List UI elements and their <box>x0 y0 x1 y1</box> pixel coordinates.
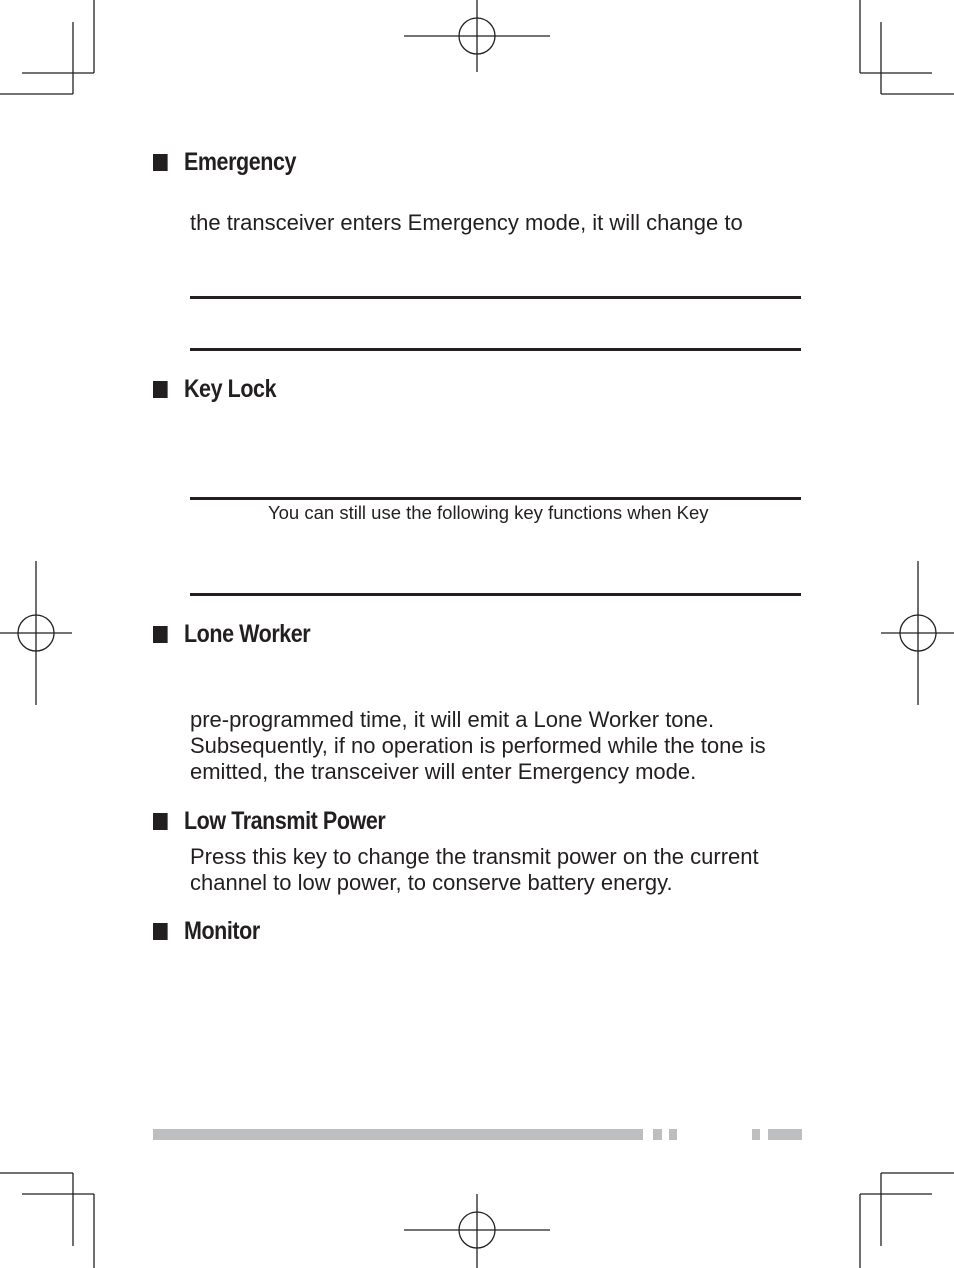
heading-emergency-label: Emergency <box>183 148 297 176</box>
text-line: channel to low power, to conserve battery energy. <box>190 870 673 895</box>
text-line: Press this key to change the transmit power on the current <box>190 844 759 869</box>
text-line: Subsequently, if no operation is performed while the tone is <box>190 733 766 758</box>
heading-lone-worker <box>153 620 310 649</box>
note-rule-bottom <box>190 593 801 596</box>
heading-key-lock <box>153 375 276 404</box>
key-lock-note: You can still use the following key functions when Key <box>268 502 709 523</box>
footer-bar-block <box>752 1129 760 1140</box>
text-line: pre-programmed time, it will emit a Lone Worker tone. <box>190 707 715 732</box>
heading-monitor <box>153 917 260 946</box>
square-bullet-icon <box>153 813 168 830</box>
square-bullet-icon <box>153 154 168 171</box>
note-rule-top <box>190 296 801 299</box>
footer-bar-block <box>669 1129 677 1140</box>
note-rule-bottom <box>190 348 801 351</box>
footer-bar-block <box>768 1129 802 1140</box>
footer-bar-block <box>653 1129 662 1140</box>
heading-emergency <box>153 148 296 177</box>
low-transmit-power-text <box>190 844 759 896</box>
lone-worker-text <box>190 707 766 785</box>
emergency-text: the transceiver enters Emergency mode, it will change to <box>190 210 743 235</box>
text-line: emitted, the transceiver will enter Emergency mode. <box>190 759 697 784</box>
heading-low-transmit-power-label: Low Transmit Power <box>183 807 386 835</box>
square-bullet-icon <box>153 381 168 398</box>
heading-low-transmit-power <box>153 807 385 836</box>
heading-key-lock-label: Key Lock <box>183 375 277 403</box>
square-bullet-icon <box>153 626 168 643</box>
heading-monitor-label: Monitor <box>183 917 260 945</box>
note-rule-top <box>190 497 801 500</box>
footer-bar-long <box>153 1129 643 1140</box>
heading-lone-worker-label: Lone Worker <box>183 620 311 648</box>
square-bullet-icon <box>153 923 168 940</box>
